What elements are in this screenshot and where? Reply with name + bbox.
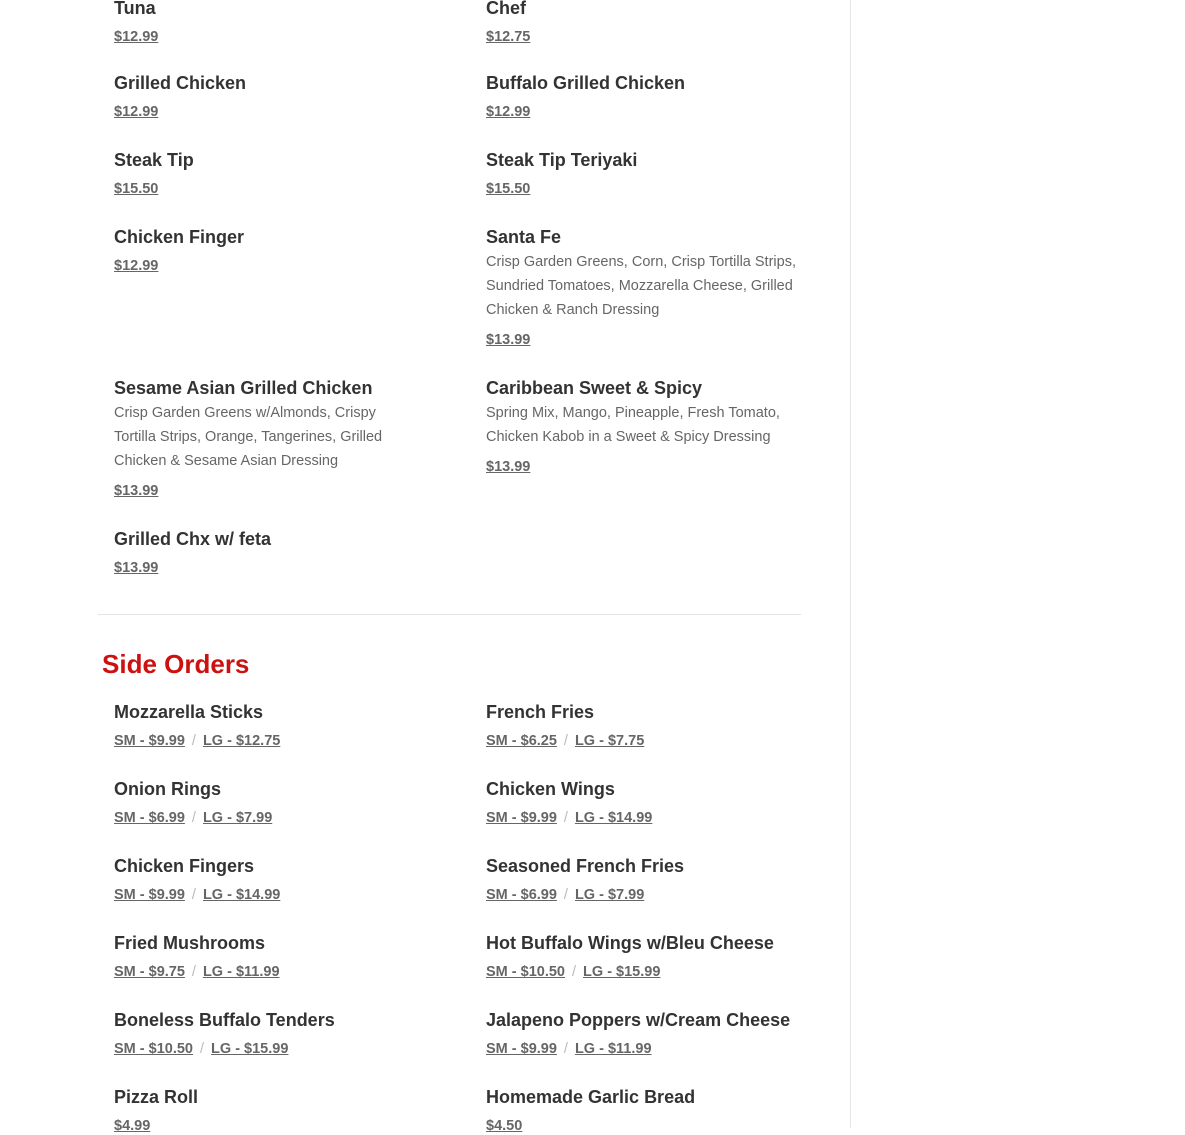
price-separator: /	[563, 810, 568, 826]
menu-item-seasoned-french-fries	[486, 855, 806, 904]
price-separator: /	[191, 733, 196, 749]
price-link[interactable]: $4.50	[486, 1118, 523, 1134]
price-link[interactable]: $12.75	[486, 29, 531, 45]
price-link[interactable]: $13.99	[486, 332, 531, 348]
price-link-small[interactable]: SM - $9.99	[114, 733, 185, 749]
price-link-large[interactable]: LG - $7.75	[574, 733, 645, 749]
item-name: Chicken Wings	[486, 779, 615, 799]
item-description: Crisp Garden Greens w/Almonds, Crispy Tortilla Strips, Orange, Tangerines, Grilled Chicken & Sesame Asian Dressing	[114, 405, 383, 469]
price-link-small[interactable]: SM - $9.75	[114, 964, 185, 980]
menu-item-tuna	[114, 0, 434, 46]
price-link-small[interactable]: SM - $10.50	[486, 964, 565, 980]
price-link[interactable]: $15.50	[114, 181, 159, 197]
price-link[interactable]: $4.99	[114, 1118, 151, 1134]
price-link-large[interactable]: LG - $14.99	[202, 887, 281, 903]
item-name: Steak Tip	[114, 150, 194, 170]
menu-item-chicken-finger	[114, 226, 434, 275]
item-name: Chicken Finger	[114, 227, 245, 247]
item-name: Tuna	[114, 0, 156, 18]
item-name: Chef	[486, 0, 526, 18]
price-row	[486, 458, 801, 476]
item-name: Grilled Chicken	[114, 73, 247, 93]
price-link[interactable]: $15.50	[486, 181, 531, 197]
menu-item-mozzarella-sticks	[114, 701, 434, 750]
item-name: Grilled Chx w/ feta	[114, 529, 272, 549]
price-link-large[interactable]: LG - $12.75	[202, 733, 281, 749]
price-link-small[interactable]: SM - $6.99	[114, 810, 185, 826]
price-row	[114, 257, 434, 275]
menu-item-chicken-wings	[486, 778, 806, 827]
menu-item-jalapeno-poppers	[486, 1009, 806, 1058]
section-divider	[98, 614, 801, 615]
price-separator: /	[191, 887, 196, 903]
menu-item-caribbean-sweet-spicy	[486, 377, 801, 476]
item-name: Caribbean Sweet & Spicy	[486, 378, 703, 398]
price-link[interactable]: $13.99	[486, 459, 531, 475]
item-name: French Fries	[486, 702, 595, 722]
price-row	[486, 103, 806, 121]
price-row	[486, 732, 806, 750]
item-name: Fried Mushrooms	[114, 933, 266, 953]
item-name: Pizza Roll	[114, 1087, 199, 1107]
price-row	[486, 1117, 806, 1135]
price-row	[486, 809, 806, 827]
menu-item-santa-fe	[486, 226, 801, 349]
menu-item-grilled-chicken	[114, 72, 434, 121]
price-row	[114, 180, 434, 198]
price-link-large[interactable]: LG - $7.99	[202, 810, 273, 826]
item-name: Steak Tip Teriyaki	[486, 150, 638, 170]
price-row	[486, 1040, 806, 1058]
price-link-large[interactable]: LG - $15.99	[583, 964, 661, 980]
price-row	[114, 1040, 434, 1058]
price-separator: /	[191, 964, 196, 980]
price-link-large[interactable]: LG - $11.99	[202, 964, 280, 980]
price-link-small[interactable]: SM - $9.99	[486, 1041, 557, 1057]
menu-item-buffalo-grilled-chicken	[486, 72, 806, 121]
price-link-large[interactable]: LG - $7.99	[574, 887, 645, 903]
price-row	[114, 28, 434, 46]
item-name: Chicken Fingers	[114, 856, 255, 876]
price-link-small[interactable]: SM - $9.99	[486, 810, 557, 826]
menu-item-hot-buffalo-wings	[486, 932, 806, 981]
price-row	[486, 180, 806, 198]
menu-item-chef	[486, 0, 806, 46]
price-link[interactable]: $12.99	[114, 29, 159, 45]
item-name: Homemade Garlic Bread	[486, 1087, 696, 1107]
price-link-large[interactable]: LG - $11.99	[574, 1041, 652, 1057]
item-description: Spring Mix, Mango, Pineapple, Fresh Tomato, Chicken Kabob in a Sweet & Spicy Dressing	[486, 405, 780, 445]
item-name: Seasoned French Fries	[486, 856, 685, 876]
price-row	[114, 809, 434, 827]
menu-item-onion-rings	[114, 778, 434, 827]
item-name: Hot Buffalo Wings w/Bleu Cheese	[486, 933, 774, 953]
section-title-side-orders: Side Orders	[102, 649, 250, 679]
price-separator: /	[563, 1041, 568, 1057]
price-link-large[interactable]: LG - $15.99	[211, 1041, 289, 1057]
price-link[interactable]: $12.99	[114, 104, 159, 120]
price-row	[486, 886, 806, 904]
menu-item-boneless-buffalo-tenders	[114, 1009, 434, 1058]
item-name: Sesame Asian Grilled Chicken	[114, 378, 373, 398]
price-link[interactable]: $13.99	[114, 560, 159, 576]
item-name: Mozzarella Sticks	[114, 702, 264, 722]
price-row	[114, 482, 404, 500]
menu-item-grilled-chx-feta	[114, 528, 434, 577]
price-separator: /	[563, 733, 568, 749]
menu-item-sesame-asian-grilled-chicken	[114, 377, 404, 500]
price-row	[486, 331, 801, 349]
menu-item-fried-mushrooms	[114, 932, 434, 981]
price-link[interactable]: $13.99	[114, 483, 159, 499]
price-link-small[interactable]: SM - $6.99	[486, 887, 557, 903]
price-separator: /	[200, 1041, 205, 1057]
price-row	[486, 28, 806, 46]
item-name: Boneless Buffalo Tenders	[114, 1010, 335, 1030]
item-name: Buffalo Grilled Chicken	[486, 73, 686, 93]
price-link[interactable]: $12.99	[486, 104, 531, 120]
item-name: Jalapeno Poppers w/Cream Cheese	[486, 1010, 791, 1030]
price-row	[114, 732, 434, 750]
price-row	[114, 886, 434, 904]
price-row	[114, 963, 434, 981]
price-separator: /	[572, 964, 577, 980]
price-row	[486, 963, 806, 981]
item-name: Onion Rings	[114, 779, 221, 799]
price-link[interactable]: $12.99	[114, 258, 159, 274]
menu-item-steak-tip	[114, 149, 434, 198]
menu-item-french-fries	[486, 701, 806, 750]
price-link-small[interactable]: SM - $9.99	[114, 887, 185, 903]
price-link-small[interactable]: SM - $6.25	[486, 733, 557, 749]
price-separator: /	[191, 810, 196, 826]
price-link-small[interactable]: SM - $10.50	[114, 1041, 193, 1057]
menu-item-steak-tip-teriyaki	[486, 149, 806, 198]
menu-item-chicken-fingers	[114, 855, 434, 904]
price-separator: /	[563, 887, 568, 903]
price-row	[114, 559, 434, 577]
price-link-large[interactable]: LG - $14.99	[574, 810, 653, 826]
price-row	[114, 103, 434, 121]
item-name: Santa Fe	[486, 227, 562, 247]
item-description: Crisp Garden Greens, Corn, Crisp Tortilla Strips, Sundried Tomatoes, Mozzarella Cheese, Grilled Chicken & Ranch Dressing	[486, 254, 796, 318]
price-row	[114, 1117, 434, 1135]
